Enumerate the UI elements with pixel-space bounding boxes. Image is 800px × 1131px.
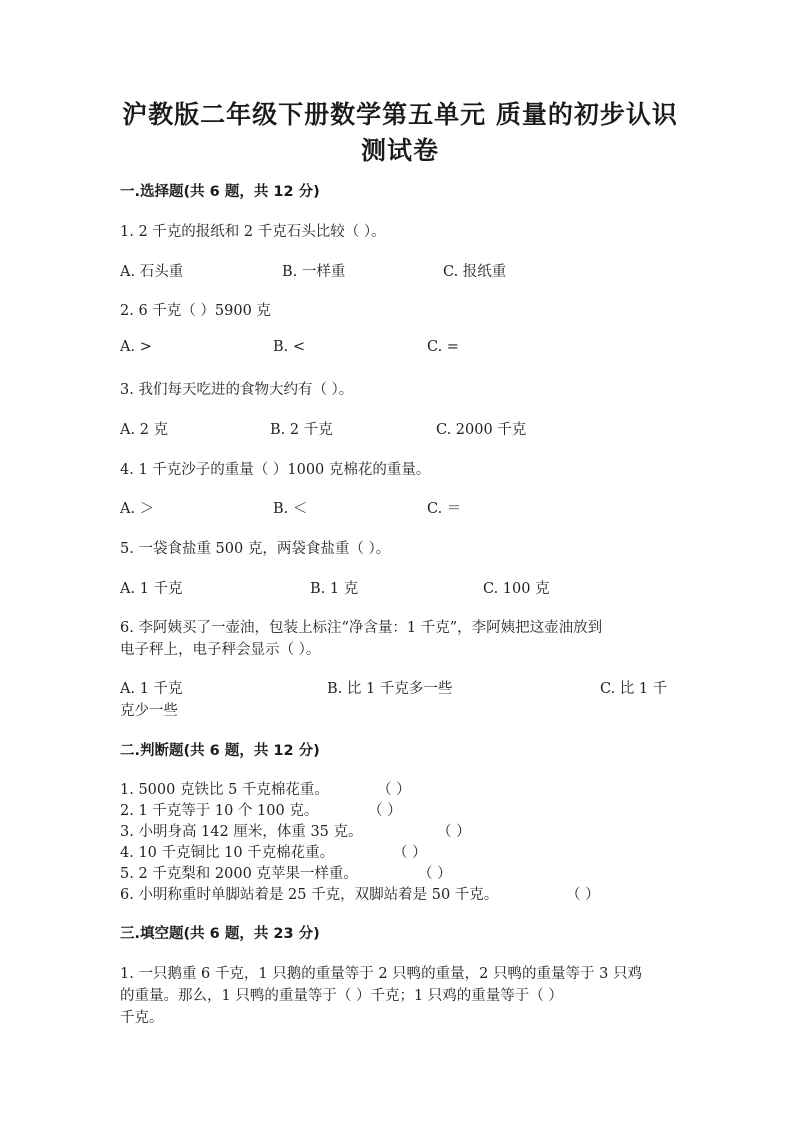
section-heading-fill: 三.填空题(共 6 题，共 23 分) bbox=[120, 926, 320, 942]
option-1c[interactable]: C. 报纸重 bbox=[443, 264, 507, 280]
section-heading-choice: 一.选择题(共 6 题，共 12 分) bbox=[120, 184, 320, 200]
question-3: 3. 我们每天吃进的食物大约有（ ）。 bbox=[120, 382, 354, 398]
option-6c[interactable]: C. 比 1 千 bbox=[600, 681, 668, 697]
judge-paren-3[interactable]: （ ） bbox=[437, 824, 471, 840]
option-5b[interactable]: B. 1 克 bbox=[310, 581, 359, 597]
page-subtitle: 测试卷 bbox=[360, 136, 439, 165]
option-3b[interactable]: B. 2 千克 bbox=[270, 422, 333, 438]
option-5a[interactable]: A. 1 千克 bbox=[120, 581, 183, 597]
question-5: 5. 一袋食盐重 500 克，两袋食盐重（ ）。 bbox=[120, 541, 391, 557]
question-2: 2. 6 千克（ ）5900 克 bbox=[120, 303, 271, 319]
option-1a[interactable]: A. 石头重 bbox=[120, 264, 184, 280]
page-title: 沪教版二年级下册数学第五单元 质量的初步认识 bbox=[122, 100, 678, 129]
option-4b[interactable]: B. ＜ bbox=[273, 501, 308, 517]
judge-item-2: 2. 1 千克等于 10 个 100 克。 bbox=[120, 803, 319, 819]
fill-question-1-line3: 千克。 bbox=[120, 1010, 164, 1026]
option-6a[interactable]: A. 1 千克 bbox=[120, 681, 183, 697]
option-2a[interactable]: A. > bbox=[120, 339, 152, 355]
option-2b[interactable]: B. < bbox=[273, 339, 306, 355]
judge-item-5: 5. 2 千克梨和 2000 克苹果一样重。 bbox=[120, 866, 358, 882]
option-3c[interactable]: C. 2000 千克 bbox=[436, 422, 527, 438]
option-4c[interactable]: C. ＝ bbox=[427, 501, 462, 517]
section-heading-judge: 二.判断题(共 6 题，共 12 分) bbox=[120, 743, 320, 759]
fill-question-1-line1: 1. 一只鹅重 6 千克，1 只鹅的重量等于 2 只鸭的重量，2 只鸭的重量等于 3 只鸡 bbox=[120, 966, 642, 982]
judge-paren-4[interactable]: （ ） bbox=[393, 845, 427, 861]
judge-paren-1[interactable]: （ ） bbox=[377, 782, 411, 798]
fill-question-1-line2: 的重量。那么，1 只鸭的重量等于（ ）千克；1 只鸡的重量等于（ ） bbox=[120, 988, 563, 1004]
judge-item-3: 3. 小明身高 142 厘米，体重 35 克。 bbox=[120, 824, 363, 840]
judge-paren-6[interactable]: （ ） bbox=[566, 887, 600, 903]
judge-item-1: 1. 5000 克铁比 5 千克棉花重。 bbox=[120, 782, 329, 798]
option-6c-wrap: 克少一些 bbox=[120, 703, 178, 719]
option-2c[interactable]: C. = bbox=[427, 339, 459, 355]
judge-item-6: 6. 小明称重时单脚站着是 25 千克，双脚站着是 50 千克。 bbox=[120, 887, 499, 903]
option-1b[interactable]: B. 一样重 bbox=[282, 264, 346, 280]
judge-item-4: 4. 10 千克铜比 10 千克棉花重。 bbox=[120, 845, 335, 861]
question-6-line1: 6. 李阿姨买了一壶油，包装上标注“净含量：1 千克”，李阿姨把这壶油放到 bbox=[120, 620, 603, 636]
option-4a[interactable]: A. ＞ bbox=[120, 501, 155, 517]
question-6-line2: 电子秤上，电子秤会显示（ ）。 bbox=[120, 642, 321, 658]
question-1: 1. 2 千克的报纸和 2 千克石头比较（ ）。 bbox=[120, 224, 386, 240]
judge-paren-2[interactable]: （ ） bbox=[368, 803, 402, 819]
option-3a[interactable]: A. 2 克 bbox=[120, 422, 169, 438]
option-5c[interactable]: C. 100 克 bbox=[483, 581, 550, 597]
question-4: 4. 1 千克沙子的重量（ ）1000 克棉花的重量。 bbox=[120, 462, 431, 478]
option-6b[interactable]: B. 比 1 千克多一些 bbox=[327, 681, 453, 697]
judge-paren-5[interactable]: （ ） bbox=[418, 866, 452, 882]
